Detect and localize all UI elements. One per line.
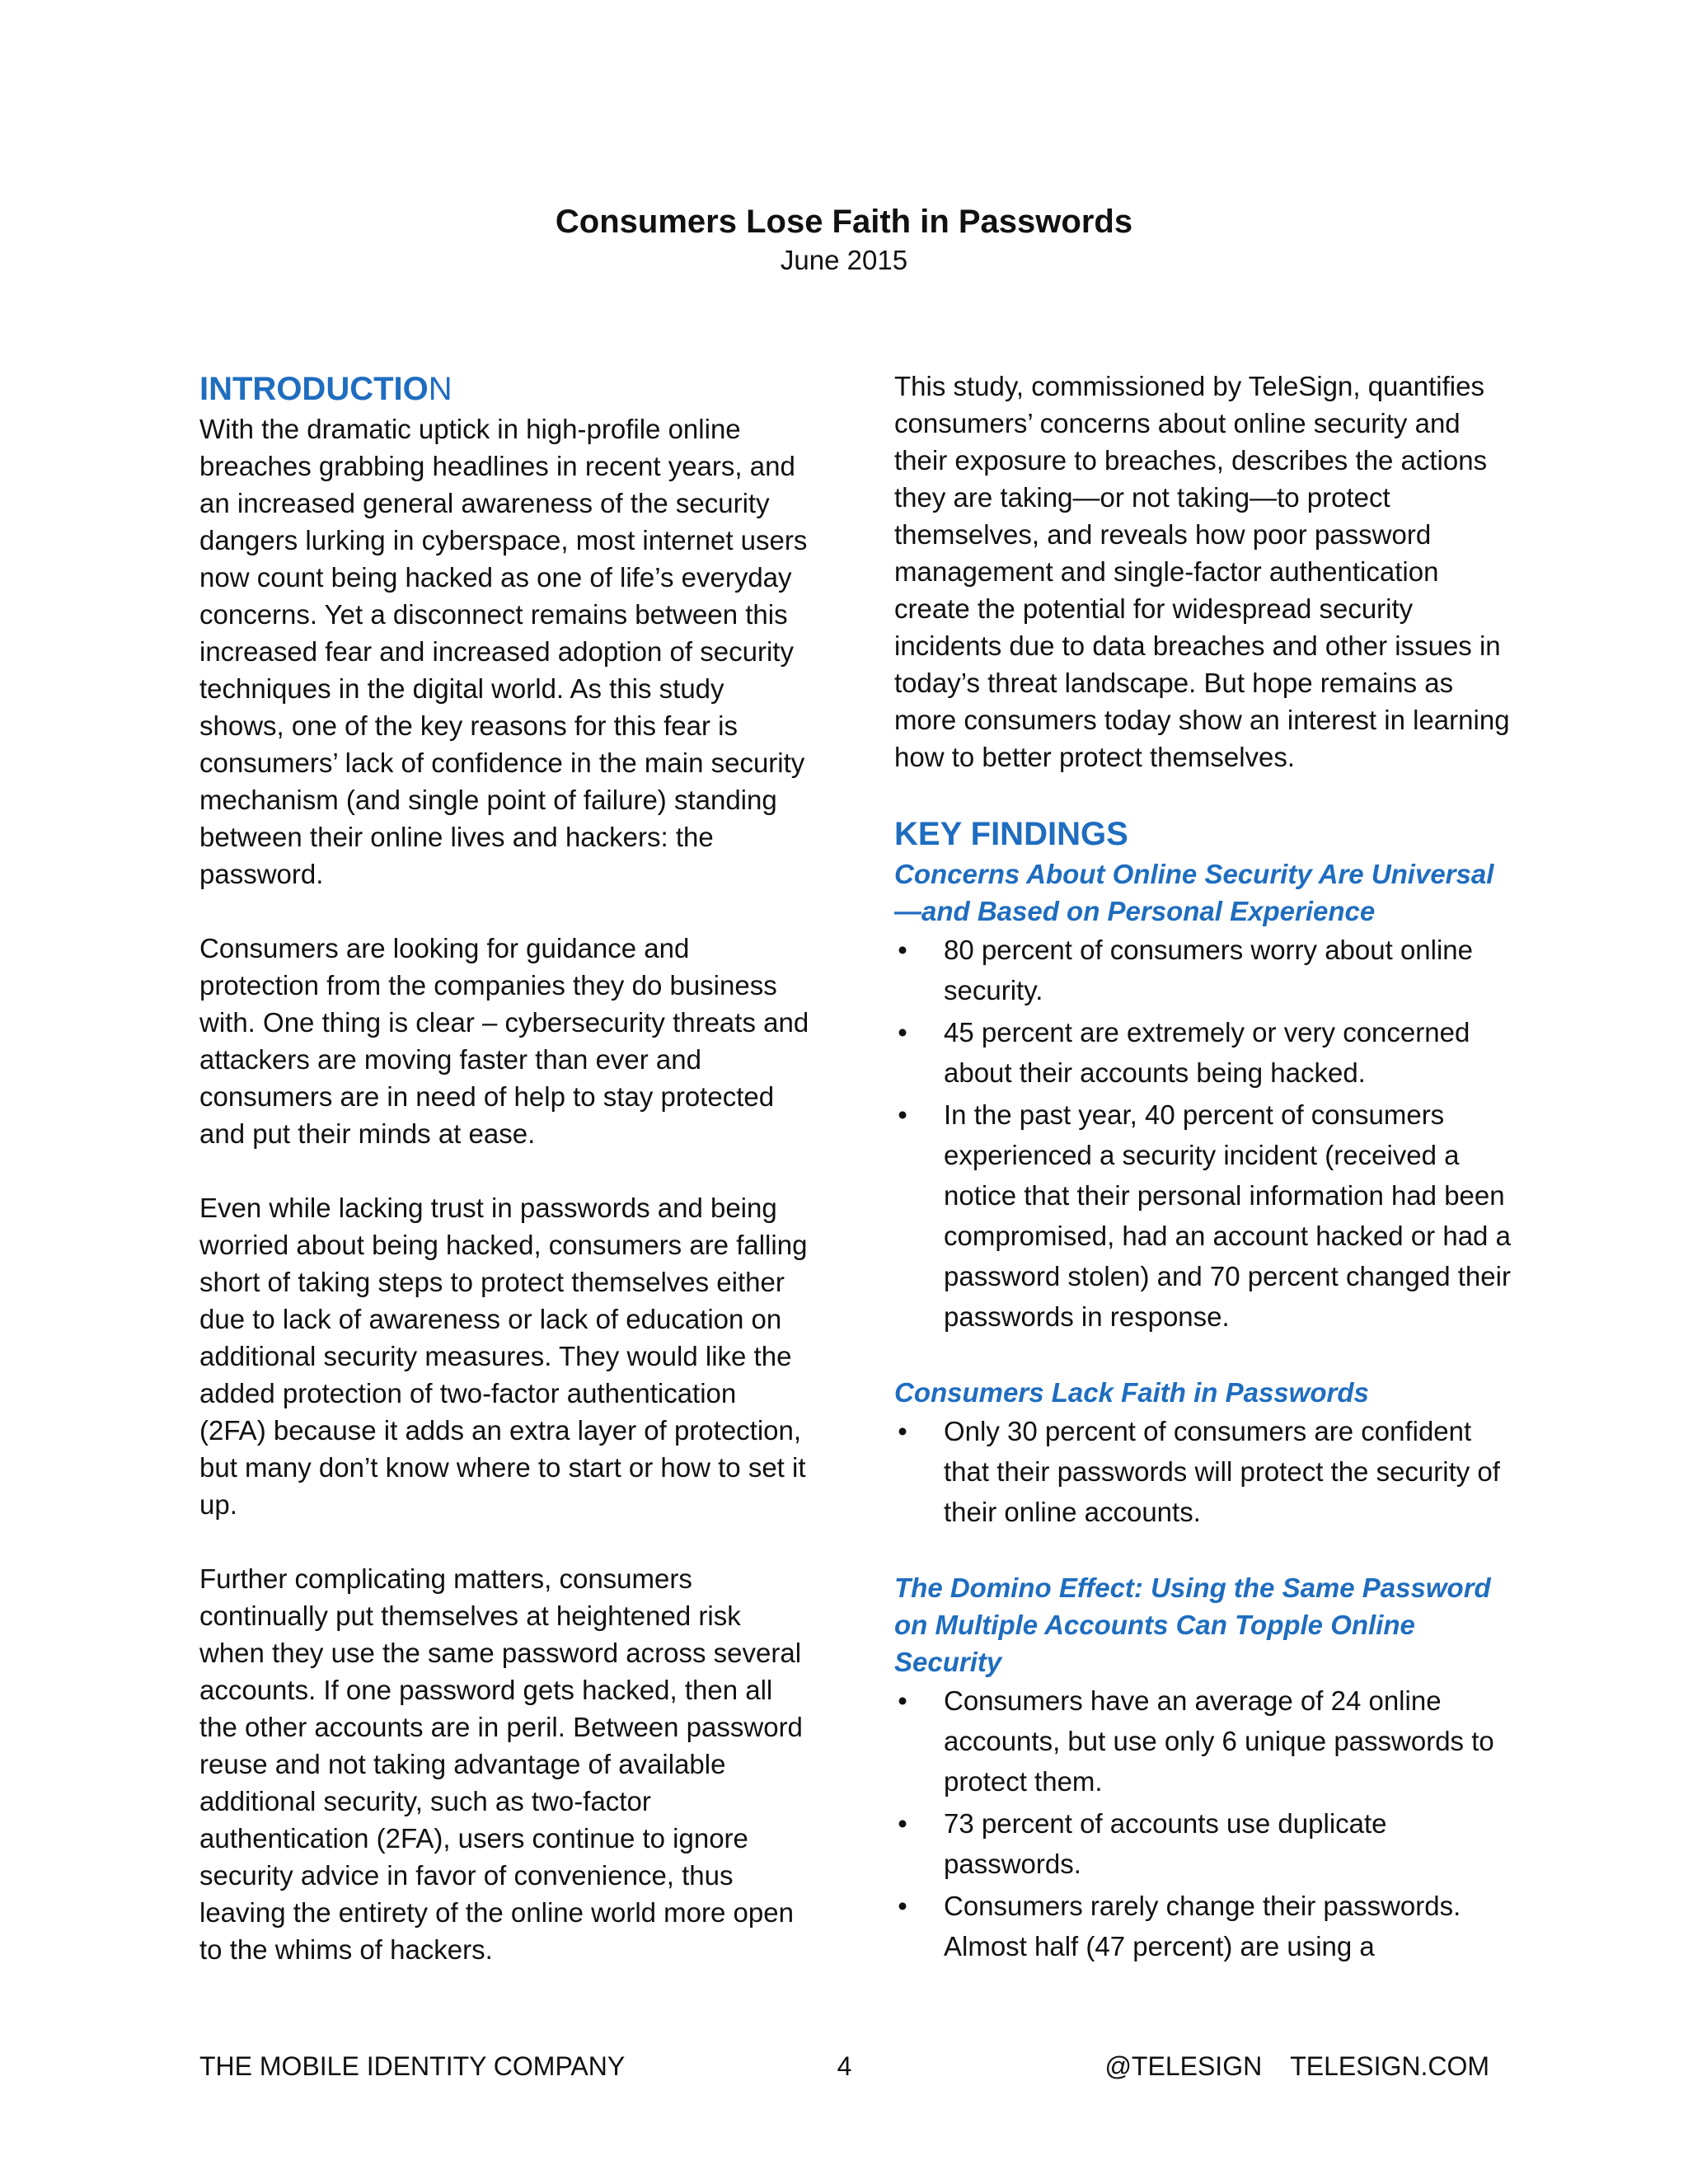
finding-text: 73 percent of accounts use duplicate passwords. xyxy=(944,1808,1387,1879)
finding-list xyxy=(894,1411,1512,1532)
footer-links xyxy=(1104,2047,1489,2085)
left-column xyxy=(199,368,809,2005)
page-number: 4 xyxy=(837,2051,852,2081)
page-footer xyxy=(199,2047,1489,2085)
bullet-icon: • xyxy=(898,1416,907,1446)
finding-list xyxy=(894,930,1512,1337)
bullet-icon: • xyxy=(898,1685,907,1716)
study-paragraph: This study, commissioned by TeleSign, quantifies consumers’ concerns about online security and their exposure to breaches, describes the actions they are taking—or not taking—to protect themselves, and reveals how poor password management and single-factor authentication create the potential for widespread security incidents due to data breaches and other issues in today’s threat landscape. But hope remains as more consumers today show an interest in learning how to better protect themselves. xyxy=(894,371,1510,772)
introduction-paragraph: With the dramatic uptick in high-profile online breaches grabbing headlines in recent years, and an increased general awareness of the security dangers lurking in cyberspace, most internet users now count being hacked as one of life’s everyday concerns. Yet a disconnect remains between this increased fear and increased adoption of security techniques in the digital world. As this study shows, one of the key reasons for this fear is consumers’ lack of confidence in the main security mechanism (and single point of failure) standing between their online lives and hackers: the password. xyxy=(199,414,808,889)
introduction-heading xyxy=(199,368,809,410)
finding-bullet xyxy=(894,1411,1512,1532)
finding-list xyxy=(894,1680,1512,1966)
finding-text: 45 percent are extremely or very concerned about their accounts being hacked. xyxy=(944,1017,1470,1088)
bullet-icon: • xyxy=(898,1808,907,1839)
document-date: June 2015 xyxy=(780,245,908,275)
bullet-icon: • xyxy=(898,1017,907,1047)
footer-website: TELESIGN.COM xyxy=(1290,2051,1489,2081)
finding-subheading: The Domino Effect: Using the Same Password on Multiple Accounts Can Topple Online Security xyxy=(894,1572,1491,1677)
finding-subheading: Consumers Lack Faith in Passwords xyxy=(894,1377,1369,1408)
finding-text: Consumers have an average of 24 online accounts, but use only 6 unique passwords to protect them. xyxy=(944,1685,1494,1797)
document-header xyxy=(0,201,1688,279)
bullet-icon: • xyxy=(898,1891,907,1921)
finding-bullet xyxy=(894,1012,1512,1093)
finding-text: 80 percent of consumers worry about online security. xyxy=(944,935,1474,1005)
introduction-heading-tail: N xyxy=(428,371,452,407)
finding-bullet xyxy=(894,1094,1512,1337)
bullet-icon: • xyxy=(898,1099,907,1130)
bullet-icon: • xyxy=(898,935,907,965)
finding-text: Only 30 percent of consumers are confident that their passwords will protect the security of their online accounts. xyxy=(944,1416,1500,1527)
footer-handle: @TELESIGN xyxy=(1104,2051,1263,2081)
finding-bullet xyxy=(894,1803,1512,1884)
finding-bullet xyxy=(894,1680,1512,1802)
finding-bullet xyxy=(894,930,1512,1010)
introduction-heading-main: INTRODUCTIO xyxy=(199,371,429,407)
introduction-paragraph: Even while lacking trust in passwords and being worried about being hacked, consumers are falling short of taking steps to protect themselves either due to lack of awareness or lack of education on additional security measures. They would like the added protection of two-factor authentication (2FA) because it adds an extra layer of protection, but many don’t know where to start or how to set it up. xyxy=(199,1193,808,1520)
introduction-paragraph: Further complicating matters, consumers continually put themselves at heightened risk when they use the same password across several accounts. If one password gets hacked, then all the other accounts are in peril. Between password reuse and not taking advantage of available additional security, such as two-factor authentication (2FA), users continue to ignore security advice in favor of convenience, thus leaving the entirety of the online world more open to the whims of hackers. xyxy=(199,1563,803,1965)
right-column xyxy=(894,368,1512,2004)
finding-text: Consumers rarely change their passwords. Almost half (47 percent) are using a xyxy=(944,1891,1461,1961)
finding-subheading: Concerns About Online Security Are Universal—and Based on Personal Experience xyxy=(894,859,1494,926)
footer-company: THE MOBILE IDENTITY COMPANY xyxy=(199,2051,626,2081)
finding-bullet xyxy=(894,1886,1512,1966)
introduction-paragraph: Consumers are looking for guidance and protection from the companies they do business with. One thing is clear – cybersecurity threats and attackers are moving faster than ever and consumers are in need of help to stay protected and put their minds at ease. xyxy=(199,933,809,1149)
document-title: Consumers Lose Faith in Passwords xyxy=(555,204,1133,240)
key-findings-heading: KEY FINDINGS xyxy=(894,816,1128,852)
finding-text: In the past year, 40 percent of consumers experienced a security incident (received a notice that their personal information had been compromised, had an account hacked or had a password stolen) and 70 percent changed their passwords in response. xyxy=(944,1099,1511,1332)
